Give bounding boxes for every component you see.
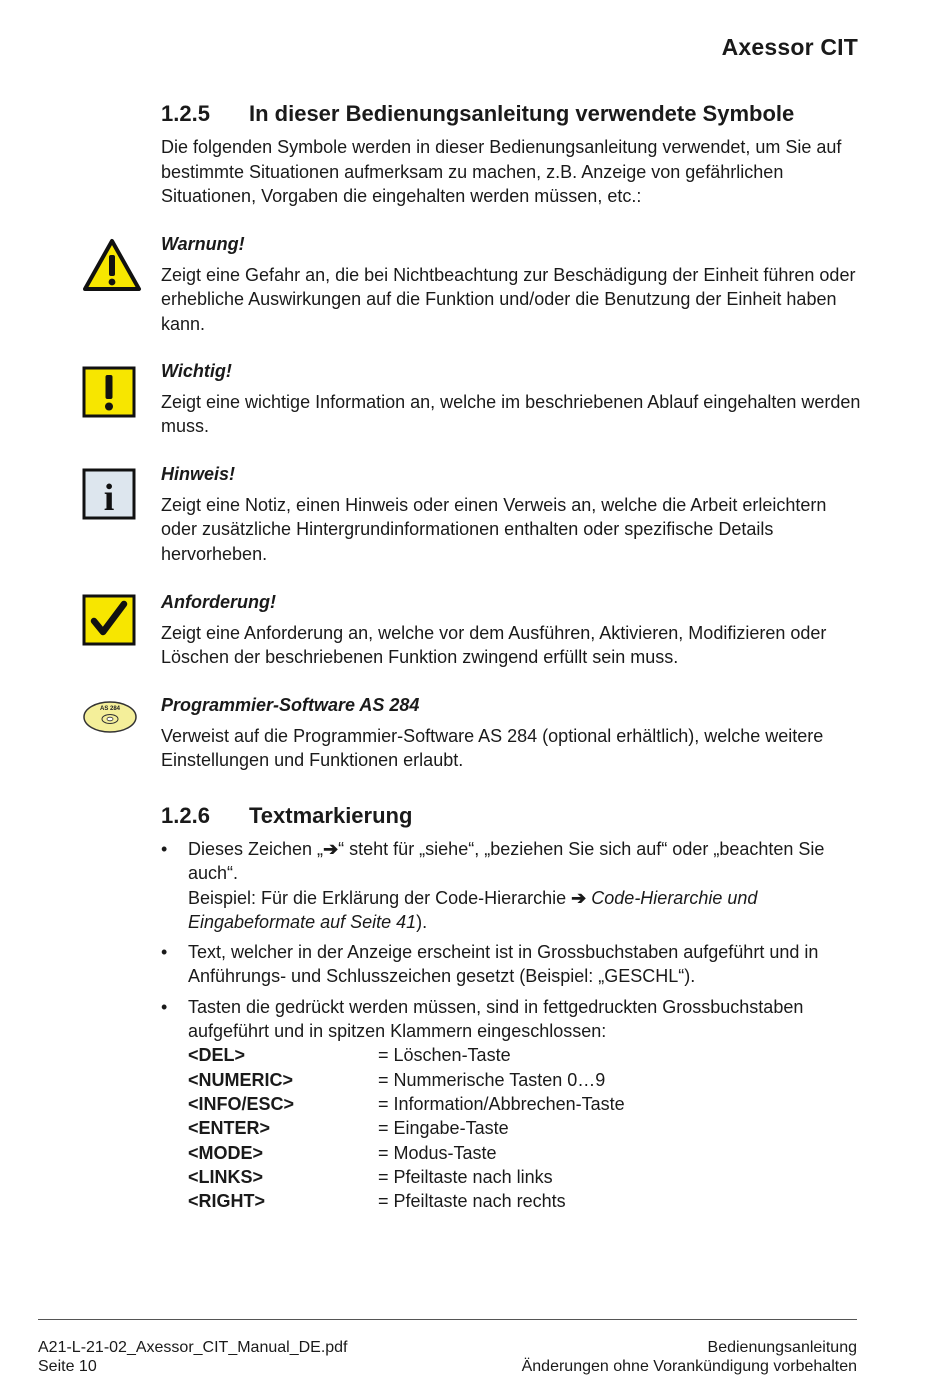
key-description: = Eingabe-Taste xyxy=(378,1118,509,1139)
section-number: 1.2.6 xyxy=(161,803,210,828)
text-run: Beispiel: Für die Erklärung der Code-Hierarchie xyxy=(188,887,572,908)
list-item-text xyxy=(188,837,861,886)
key-name: <LINKS> xyxy=(188,1166,264,1187)
cd-software-icon xyxy=(82,700,138,734)
key-name: <ENTER> xyxy=(188,1118,271,1139)
important-exclamation-icon xyxy=(82,366,136,418)
list-item-text: Tasten die gedrückt werden müssen, sind in fettgedruckten Grossbuchstaben aufgeführt und in spitzen Klammern eingeschlossen: xyxy=(188,996,804,1042)
list-item xyxy=(161,940,861,989)
key-name: <DEL> xyxy=(188,1045,246,1066)
footer-divider xyxy=(38,1319,857,1320)
footer-notice: Änderungen ohne Vorankündigung vorbehalten xyxy=(521,1358,857,1375)
symbol-description: Verweist auf die Programmier-Software AS 284 (optional erhältlich), welche weitere Einstellungen und Funktionen erlaubt. xyxy=(161,725,824,770)
arrow-icon: ➔ xyxy=(571,887,587,908)
key-row xyxy=(188,1141,861,1165)
section-title: In dieser Bedienungsanleitung verwendete Symbole xyxy=(249,101,795,126)
section-intro: Die folgenden Symbole werden in dieser Bedienungsanleitung verwendet, um Sie auf bestimmte Situationen aufmerksam zu machen, z.B. Anzeige von gefährlichen Situationen, Vorgaben die eingehalten werden müssen, etc.: xyxy=(161,137,842,206)
footer-right xyxy=(522,1338,857,1376)
symbol-warning xyxy=(161,232,861,336)
key-description: = Löschen-Taste xyxy=(378,1045,511,1066)
key-name: <INFO/ESC> xyxy=(188,1093,295,1114)
symbol-software xyxy=(161,693,861,773)
key-row xyxy=(188,1092,861,1116)
key-row xyxy=(188,1043,861,1067)
symbol-title: Hinweis! xyxy=(161,464,236,484)
key-row xyxy=(188,1165,861,1189)
list-item-text: Text, welcher in der Anzeige erscheint ist in Grossbuchstaben aufgeführt und in Anführungs- und Schlusszeichen gesetzt (Beispiel: „GESCHL“). xyxy=(188,942,819,987)
key-legend xyxy=(188,1043,861,1213)
document-header-title: Axessor CIT xyxy=(721,34,858,60)
symbol-info xyxy=(161,462,861,566)
svg-text:i: i xyxy=(103,477,115,519)
key-row xyxy=(188,1116,861,1140)
key-name: <NUMERIC> xyxy=(188,1069,294,1090)
checkmark-icon xyxy=(82,594,136,646)
symbol-description: Zeigt eine Notiz, einen Hinweis oder einen Verweis an, welche die Arbeit erleichtern oder zusätzliche Hintergrundinformationen enthalten oder spezifische Details hervorheben. xyxy=(161,494,827,564)
info-icon xyxy=(82,468,136,520)
section-title: Textmarkierung xyxy=(249,803,413,828)
text-run: Dieses Zeichen „ xyxy=(188,839,324,859)
footer-left xyxy=(38,1338,348,1376)
text-marking-list xyxy=(161,837,861,1219)
section-1-2-6-heading xyxy=(161,803,412,829)
key-description: = Pfeiltaste nach rechts xyxy=(378,1191,566,1212)
section-number: 1.2.5 xyxy=(161,101,210,126)
key-row xyxy=(188,1189,861,1213)
footer-page-number: Seite 10 xyxy=(38,1358,97,1375)
key-description: = Information/Abbrechen-Taste xyxy=(378,1093,625,1114)
symbol-description: Zeigt eine wichtige Information an, welche im beschriebenen Ablauf eingehalten werden muss. xyxy=(161,391,861,436)
text-run: “ steht für „siehe“, „beziehen Sie sich auf“ oder „beachten Sie auch“. xyxy=(188,839,825,884)
cd-label: AS 284 xyxy=(99,706,121,712)
warning-triangle-icon xyxy=(82,238,142,292)
symbol-title: Wichtig! xyxy=(161,361,232,381)
key-name: <RIGHT> xyxy=(188,1191,266,1212)
key-description: = Pfeiltaste nach links xyxy=(378,1166,553,1187)
bullet: • xyxy=(161,839,168,859)
list-item-example xyxy=(188,886,861,935)
section-1-2-5-heading xyxy=(161,101,794,127)
symbol-description: Zeigt eine Gefahr an, die bei Nichtbeachtung zur Beschädigung der Einheit führen oder erhebliche Auswirkungen auf die Funktion und/oder die Benutzung der Einheit haben kann. xyxy=(161,264,856,334)
text-run: ). xyxy=(416,911,428,932)
arrow-icon: ➔ xyxy=(323,839,339,859)
key-row xyxy=(188,1068,861,1092)
footer-filename: A21-L-21-02_Axessor_CIT_Manual_DE.pdf xyxy=(38,1339,348,1356)
symbol-title: Anforderung! xyxy=(161,592,276,612)
symbol-requirement xyxy=(161,590,861,670)
bullet: • xyxy=(161,942,168,963)
symbol-title: Warnung! xyxy=(161,234,245,254)
list-item xyxy=(161,995,861,1214)
symbol-important xyxy=(161,359,861,439)
symbol-title: Programmier-Software AS 284 xyxy=(161,695,420,715)
key-description: = Modus-Taste xyxy=(378,1142,497,1163)
list-item xyxy=(161,837,861,934)
cross-reference-link[interactable]: Code-Hierarchie und Eingabeformate auf Seite 41 xyxy=(188,887,758,932)
key-name: <MODE> xyxy=(188,1142,264,1163)
symbol-description: Zeigt eine Anforderung an, welche vor dem Ausführen, Aktivieren, Modifizieren oder Löschen der beschriebenen Funktion zwingend erfüllt sein muss. xyxy=(161,622,827,667)
key-description: = Nummerische Tasten 0…9 xyxy=(378,1069,606,1090)
footer-doc-type: Bedienungsanleitung xyxy=(707,1339,857,1356)
bullet: • xyxy=(161,996,168,1017)
